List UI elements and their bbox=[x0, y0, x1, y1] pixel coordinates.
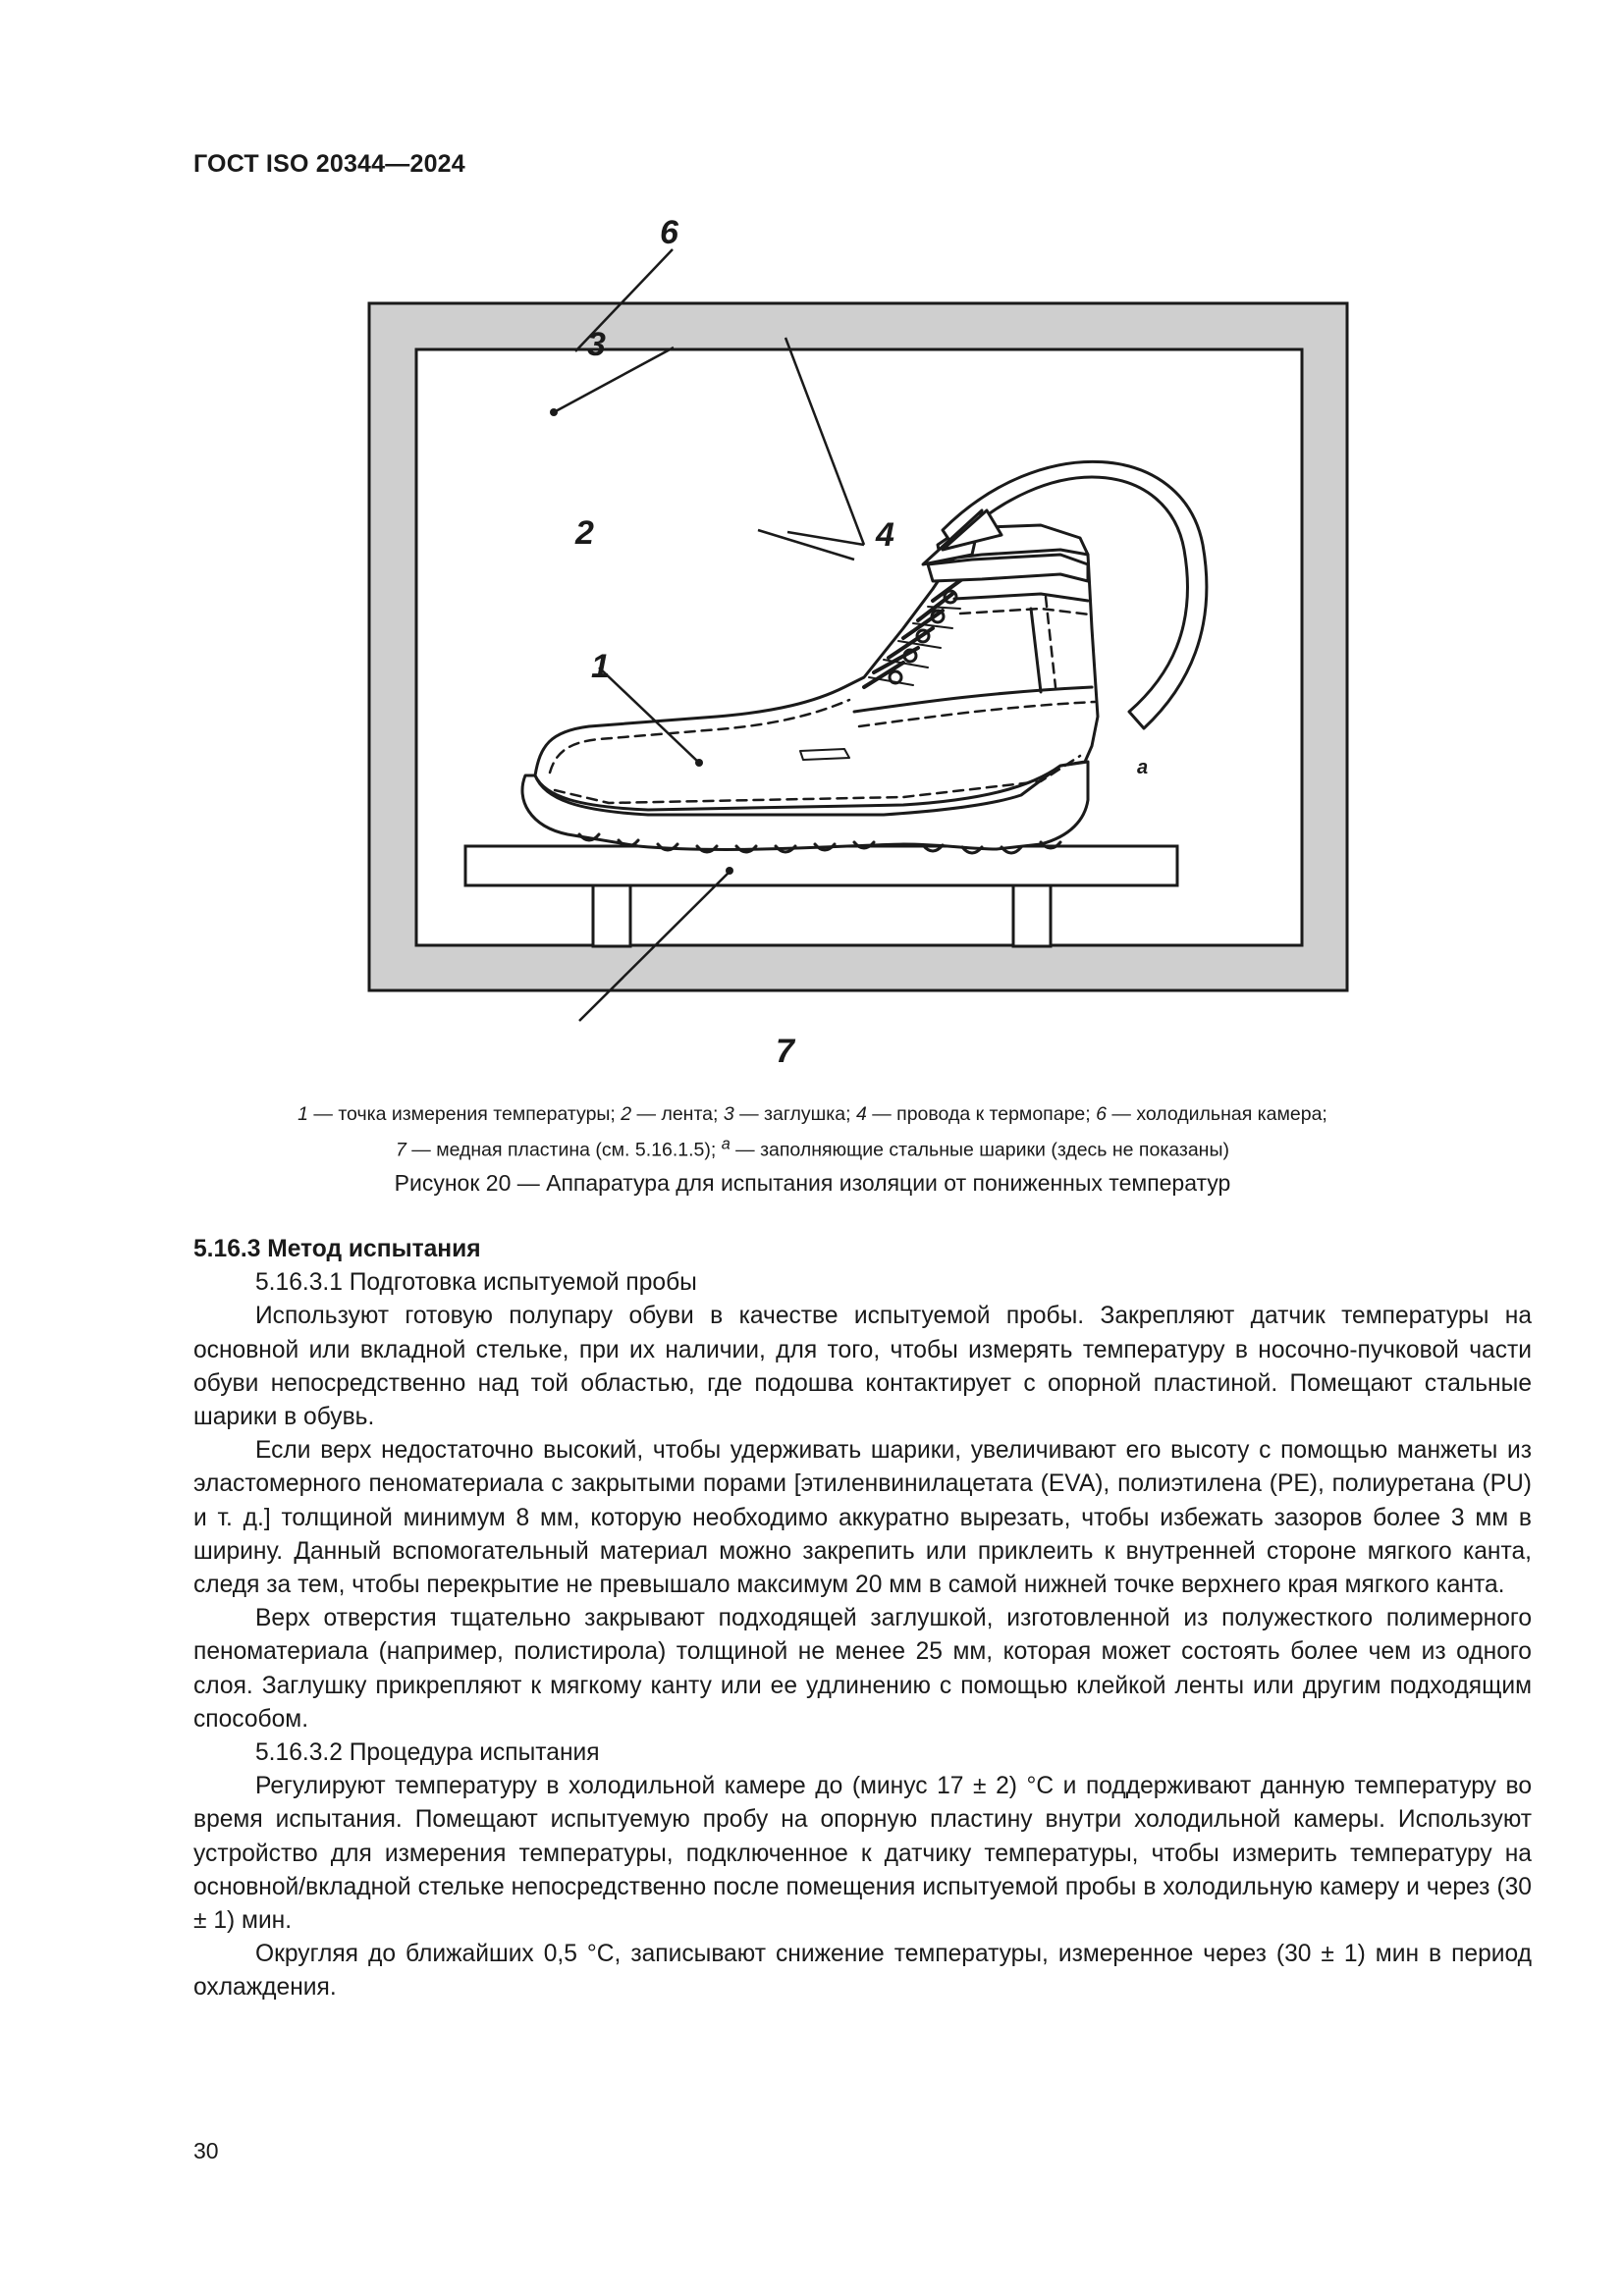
paragraph: Округляя до ближайших 0,5 °С, записывают снижение температуры, измеренное через (30 ± 1) мин в период охлаждения. bbox=[193, 1941, 1532, 2002]
figure-label-4: 4 bbox=[876, 516, 894, 554]
figure-label-3: 3 bbox=[587, 326, 606, 363]
plate-leg-right bbox=[1013, 885, 1051, 946]
figure-label-6: 6 bbox=[660, 216, 678, 251]
paragraph: Используют готовую полупару обуви в качестве испытуемой пробы. Закрепляют датчик температуры на основной или вкладной стельке, при их наличии, для того, чтобы измерять температуру в носочно-пучковой части обуви непосредственно над той областью, где подошва контактирует с опорной пластиной. Помещают стальные шарики в обувь. bbox=[193, 1303, 1532, 1431]
paragraph: Регулируют температуру в холодильной камере до (минус 17 ± 2) °С и поддерживают данную температуру во время испытания. Помещают испытуемую пробу на опорную пластину внутри холодильной камеры. Используют устройство для измерения температуры, подключенное к датчику температуры, чтобы измерить температуру на основной/вкладной стельке непосредственно после помещения испытуемой пробы в холодильную камеру и через (30 ± 1) мин. bbox=[193, 1773, 1532, 1935]
body-text bbox=[193, 1233, 1532, 2005]
figure-label-2: 2 bbox=[575, 514, 594, 552]
subsection-heading-1: 5.16.3.1 Подготовка испытуемой пробы bbox=[255, 1269, 697, 1297]
page-number: 30 bbox=[193, 2138, 219, 2163]
copper-plate bbox=[465, 846, 1177, 885]
subsection-heading-2: 5.16.3.2 Процедура испытания bbox=[255, 1739, 600, 1767]
paragraph: Если верх недостаточно высокий, чтобы удерживать шарики, увеличивают его высоту с помощью манжеты из эластомерного пеноматериала с закрытыми порами [этиленвинилацетата (EVA), полиэтилена (PE), полиуретана (PU) и т. д.] толщиной минимум 8 мм, которую необходимо аккуратно вырезать, чтобы избежать зазоров более 3 мм в ширину. Данный вспомогательный материал можно закрепить или приклеить к внутренней стороне мягкого канта, следя за тем, чтобы перекрытие не превышало максимум 20 мм в самой нижней точке верхнего края мягкого канта. bbox=[193, 1437, 1532, 1599]
figure-title: Рисунок 20 — Аппаратура для испытания изоляции от пониженных температур bbox=[394, 1170, 1231, 1196]
cold-chamber bbox=[369, 303, 1347, 990]
legend-line-1: 1 — точка измерения температуры; 2 — лента; 3 — заглушка; 4 — провода к термопаре; 6 — холодильная камера; bbox=[298, 1103, 1327, 1125]
paragraph: Верх отверстия тщательно закрывают подходящей заглушкой, изготовленной из полужесткого полимерного пеноматериала (например, полистирола) толщиной не менее 25 мм, которая может состоять более чем из одного слоя. Заглушку прикрепляют к мягкому канту или ее удлинению с помощью клейкой ленты или другим подходящим способом. bbox=[193, 1605, 1532, 1733]
figure-legend bbox=[196, 1099, 1429, 1165]
legend-line-2: 7 — медная пластина (см. 5.16.1.5); $^a$ — заполняющие стальные шарики (здесь не показаны) bbox=[396, 1135, 1229, 1161]
section-heading: 5.16.3 Метод испытания bbox=[193, 1236, 481, 1262]
document-header: ГОСТ ISO 20344—2024 bbox=[193, 150, 465, 178]
boot-drawing bbox=[522, 525, 1098, 853]
plate-leg-left bbox=[593, 885, 630, 946]
figure-label-7: 7 bbox=[776, 1033, 794, 1070]
figure-label-a: a bbox=[1137, 757, 1149, 778]
figure-label-1: 1 bbox=[591, 648, 610, 685]
test-apparatus-figure bbox=[353, 216, 1355, 1080]
